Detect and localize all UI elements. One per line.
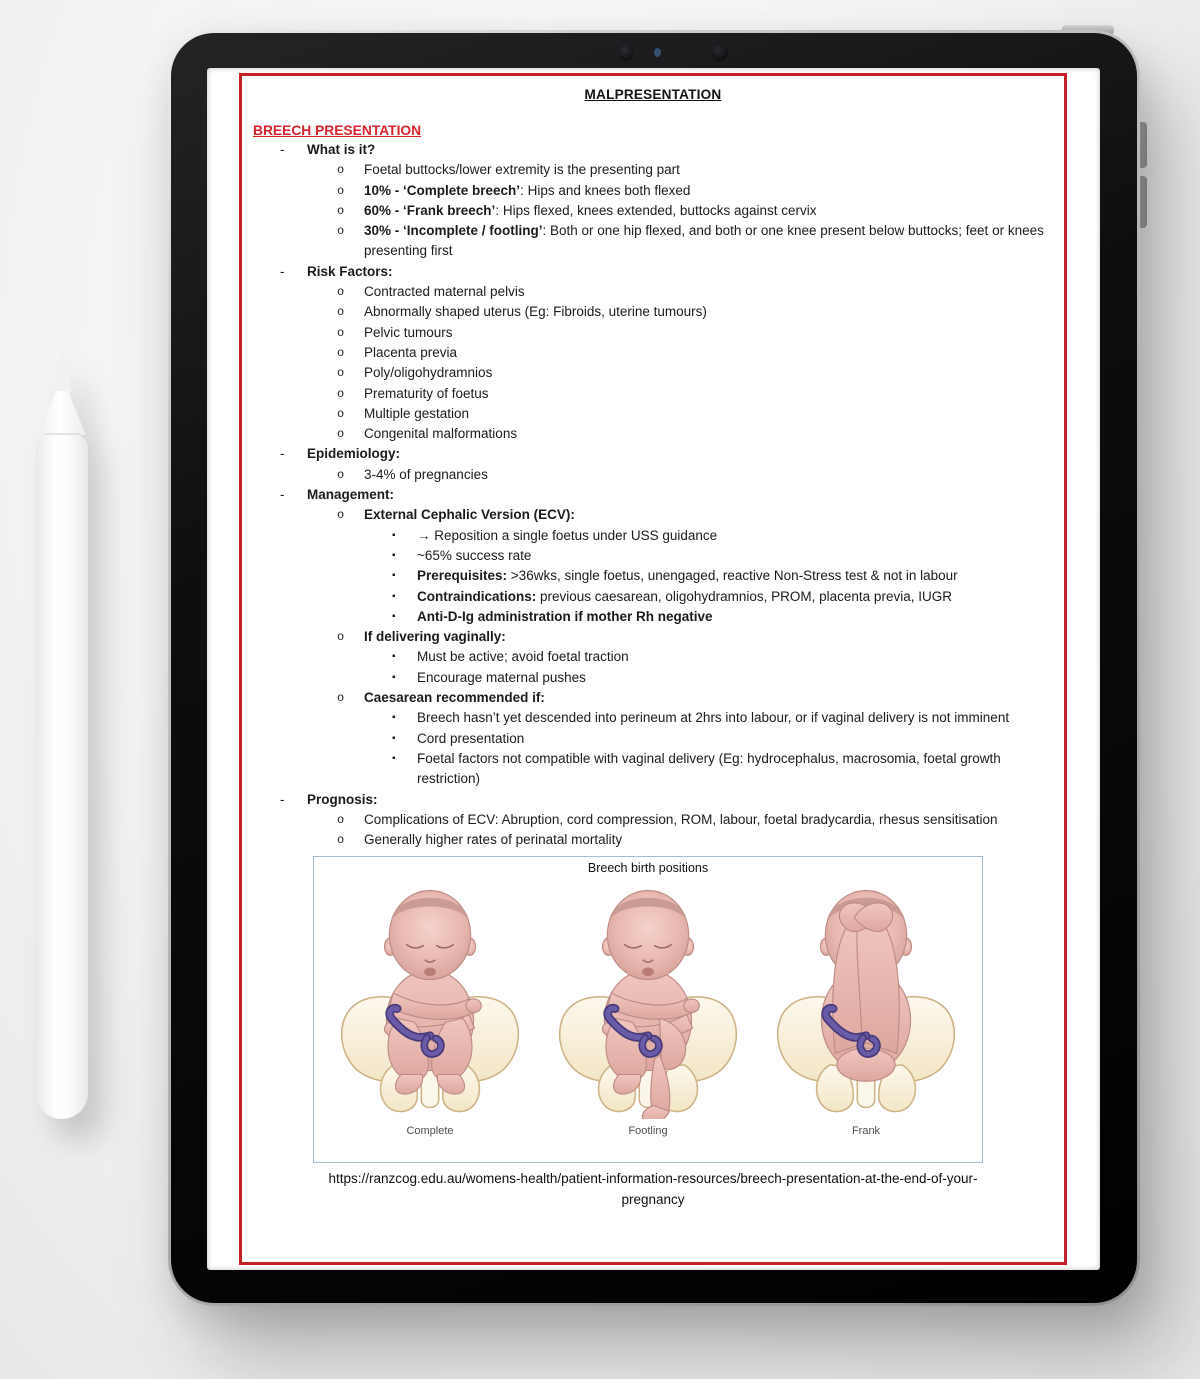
outline-item-text [307, 790, 1064, 810]
bullet-square-icon: ▪ [392, 732, 396, 744]
outline-item [242, 810, 1064, 830]
bullet-dash-icon: - [280, 487, 285, 503]
outline-text: : Both or one hip flexed, and both or one knee present below buttocks; feet or knees presenting first [364, 223, 1044, 259]
outline-item [242, 424, 1064, 444]
outline-item [242, 749, 1064, 790]
bullet-circle-icon: o [337, 630, 345, 645]
outline-item-text [364, 282, 1064, 302]
outline-item-text [307, 485, 1064, 505]
outline-text: ~65% success rate [417, 547, 532, 563]
figure-label: Footling [628, 1125, 668, 1138]
outline-item [242, 444, 1064, 464]
bullet-circle-icon: o [337, 285, 345, 300]
bullet-dash-icon: - [280, 446, 285, 462]
bullet-circle-icon: o [337, 366, 345, 381]
outline-item [242, 363, 1064, 383]
outline-text: → Reposition a single foetus under USS guidance [417, 527, 718, 543]
outline-item [242, 282, 1064, 302]
source-url-line2[interactable]: pregnancy [621, 1192, 685, 1208]
bullet-square-icon: ▪ [392, 712, 396, 724]
outline-item [242, 323, 1064, 343]
outline-text: Multiple gestation [364, 405, 470, 421]
pencil-body [36, 435, 88, 1119]
bullet-square-icon: ▪ [392, 610, 396, 622]
outline-item-text [364, 810, 1064, 830]
ipad-screen[interactable] [207, 68, 1100, 1270]
outline-item-text [364, 384, 1064, 404]
outline-text-bold: External Cephalic Version (ECV): [364, 507, 575, 523]
outline-text: Breech hasn’t yet descended into perineum at 2hrs into labour, or if vaginal delivery is not imminent [417, 710, 1010, 726]
bullet-dash-icon: - [280, 263, 285, 279]
bullet-square-icon: ▪ [392, 529, 396, 541]
outline-item [242, 546, 1064, 566]
outline-text-bold: 60% - ‘Frank breech’ [364, 202, 496, 218]
outline-item-text [417, 607, 1064, 627]
outline-text: Prematurity of foetus [364, 385, 489, 401]
bullet-circle-icon: o [337, 305, 345, 320]
bullet-circle-icon: o [337, 467, 345, 482]
outline-list [242, 140, 1064, 850]
outline-text: Congenital malformations [364, 426, 518, 442]
outline-item [242, 729, 1064, 749]
baby-illustration-complete [330, 875, 530, 1119]
outline-item-text [417, 729, 1064, 749]
outline-item [242, 404, 1064, 424]
outline-text: Complications of ECV: Abruption, cord compression, ROM, labour, foetal bradycardia, rhesus sensitisation [364, 811, 998, 827]
outline-item-text [364, 221, 1064, 262]
bullet-circle-icon: o [337, 345, 345, 360]
outline-item-text [417, 526, 1064, 546]
figure-label: Complete [406, 1125, 454, 1138]
outline-text-bold: Caesarean recommended if: [364, 690, 545, 706]
outline-item [242, 505, 1064, 525]
outline-text-bold: What is it? [307, 142, 376, 157]
baby-figure-footling [542, 875, 754, 1137]
outline-item-text [364, 404, 1064, 424]
outline-text: Generally higher rates of perinatal mortality [364, 832, 623, 848]
figure-label: Frank [851, 1125, 881, 1138]
bullet-circle-icon: o [337, 325, 345, 340]
outline-item-text [364, 181, 1064, 201]
outline-text: Foetal buttocks/lower extremity is the presenting part [364, 162, 680, 178]
outline-item-text [307, 262, 1064, 282]
bullet-square-icon: ▪ [392, 549, 396, 561]
outline-item [242, 647, 1064, 667]
page-title: MALPRESENTATION [584, 87, 722, 102]
outline-item [242, 221, 1064, 262]
outline-item-text [364, 160, 1064, 180]
outline-item-text [364, 465, 1064, 485]
outline-item [242, 566, 1064, 586]
outline-item-text [417, 546, 1064, 566]
outline-item [242, 160, 1064, 180]
bullet-circle-icon: o [337, 163, 345, 178]
outline-text-bold: If delivering vaginally: [364, 629, 506, 645]
outline-item [242, 668, 1064, 688]
figure-illustrations [314, 875, 982, 1137]
bullet-circle-icon: o [337, 386, 345, 401]
front-camera-icon [711, 44, 728, 61]
bullet-dash-icon: - [280, 791, 285, 807]
outline-text: : Hips and knees both flexed [520, 182, 691, 198]
bullet-circle-icon: o [337, 183, 345, 198]
outline-text-bold: 10% - ‘Complete breech’ [364, 182, 521, 198]
outline-item-text [364, 627, 1064, 647]
bullet-circle-icon: o [337, 406, 345, 421]
camera-sensor-icon [590, 46, 601, 60]
apple-pencil [36, 353, 88, 1119]
breech-positions-figure [313, 856, 983, 1163]
outline-text-bold: Risk Factors: [307, 263, 393, 279]
outline-item [242, 688, 1064, 708]
section-heading: BREECH PRESENTATION [253, 123, 422, 138]
outline-text: Abnormally shaped uterus (Eg: Fibroids, uterine tumours) [364, 304, 707, 320]
outline-item-text [364, 343, 1064, 363]
outline-text: Placenta previa [364, 344, 458, 360]
outline-item [242, 587, 1064, 607]
outline-item-text [364, 505, 1064, 525]
outline-item [242, 526, 1064, 546]
outline-text-bold: Contraindications: [417, 588, 537, 604]
outline-text: Encourage maternal pushes [417, 669, 586, 685]
outline-item [242, 485, 1064, 505]
outline-item [242, 343, 1064, 363]
front-camera-icon [618, 44, 634, 61]
outline-item-text [417, 708, 1064, 728]
outline-text: Foetal factors not compatible with vaginal delivery (Eg: hydrocephalus, macrosomia, foetal growth restriction) [417, 750, 1001, 787]
outline-item [242, 708, 1064, 728]
outline-item [242, 262, 1064, 282]
outline-item-text [417, 647, 1064, 667]
outline-item-text [364, 830, 1064, 850]
outline-text: Pelvic tumours [364, 324, 453, 340]
outline-text: 3-4% of pregnancies [364, 466, 488, 482]
bullet-circle-icon: o [337, 691, 345, 706]
bullet-square-icon: ▪ [392, 752, 396, 764]
outline-item-text [364, 363, 1064, 383]
outline-text: Contracted maternal pelvis [364, 284, 525, 300]
bullet-circle-icon: o [337, 203, 345, 218]
ipad-device [168, 30, 1140, 1306]
bullet-dash-icon: - [280, 142, 285, 157]
outline-item [242, 302, 1064, 322]
document-page [239, 73, 1067, 1265]
outline-item [242, 181, 1064, 201]
outline-item-text [364, 201, 1064, 221]
bullet-square-icon: ▪ [392, 671, 396, 683]
baby-figure-complete [324, 875, 536, 1137]
outline-text: Poly/oligohydramnios [364, 365, 493, 381]
outline-text-bold: Epidemiology: [307, 446, 401, 462]
outline-text: Must be active; avoid foetal traction [417, 649, 629, 665]
outline-item-text [364, 688, 1064, 708]
figure-title: Breech birth positions [587, 861, 709, 876]
outline-item-text [417, 566, 1064, 586]
outline-item [242, 627, 1064, 647]
outline-item [242, 465, 1064, 485]
bullet-circle-icon: o [337, 833, 345, 848]
camera-indicator-icon [654, 48, 661, 57]
outline-text-bold: Prognosis: [307, 791, 378, 807]
pencil-nib [52, 353, 72, 395]
outline-item-text [417, 749, 1064, 790]
outline-text-bold: Anti-D-Ig administration if mother Rh negative [417, 608, 713, 624]
outline-text-bold: Prerequisites: [417, 568, 508, 584]
baby-figure-frank [760, 875, 972, 1137]
baby-illustration-frank [766, 875, 966, 1119]
source-url-line1[interactable]: https://ranzcog.edu.au/womens-health/patient-information-resources/breech-presentation-at-the-end-of-your- [328, 1171, 978, 1187]
outline-text: : Hips flexed, knees extended, buttocks against cervix [495, 202, 817, 218]
bullet-circle-icon: o [337, 224, 345, 239]
outline-item [242, 790, 1064, 810]
outline-item-text [364, 302, 1064, 322]
source-url[interactable] [242, 1168, 1064, 1210]
outline-item [242, 830, 1064, 850]
outline-item-text [364, 323, 1064, 343]
outline-text: previous caesarean, oligohydramnios, PROM, placenta previa, IUGR [536, 588, 952, 604]
outline-item-text [307, 444, 1064, 464]
pencil-seam [44, 433, 80, 435]
bullet-square-icon: ▪ [392, 590, 396, 602]
outline-text-bold: 30% - ‘Incomplete / footling’ [364, 223, 543, 239]
outline-item [242, 201, 1064, 221]
outline-text: >36wks, single foetus, unengaged, reactive Non-Stress test & not in labour [507, 568, 958, 584]
outline-text: Cord presentation [417, 730, 525, 746]
outline-item-text [364, 424, 1064, 444]
bullet-circle-icon: o [337, 508, 345, 523]
bullet-square-icon: ▪ [392, 570, 396, 582]
bullet-circle-icon: o [337, 427, 345, 442]
outline-text-bold: Management: [307, 487, 395, 503]
pencil-tip-cone [38, 391, 86, 435]
outline-item-text [307, 140, 1064, 160]
outline-item-text [417, 587, 1064, 607]
outline-item [242, 607, 1064, 627]
bullet-square-icon: ▪ [392, 651, 396, 663]
outline-item [242, 140, 1064, 160]
outline-item-text [417, 668, 1064, 688]
baby-illustration-footling [548, 875, 748, 1119]
bullet-circle-icon: o [337, 812, 345, 827]
outline-item [242, 384, 1064, 404]
